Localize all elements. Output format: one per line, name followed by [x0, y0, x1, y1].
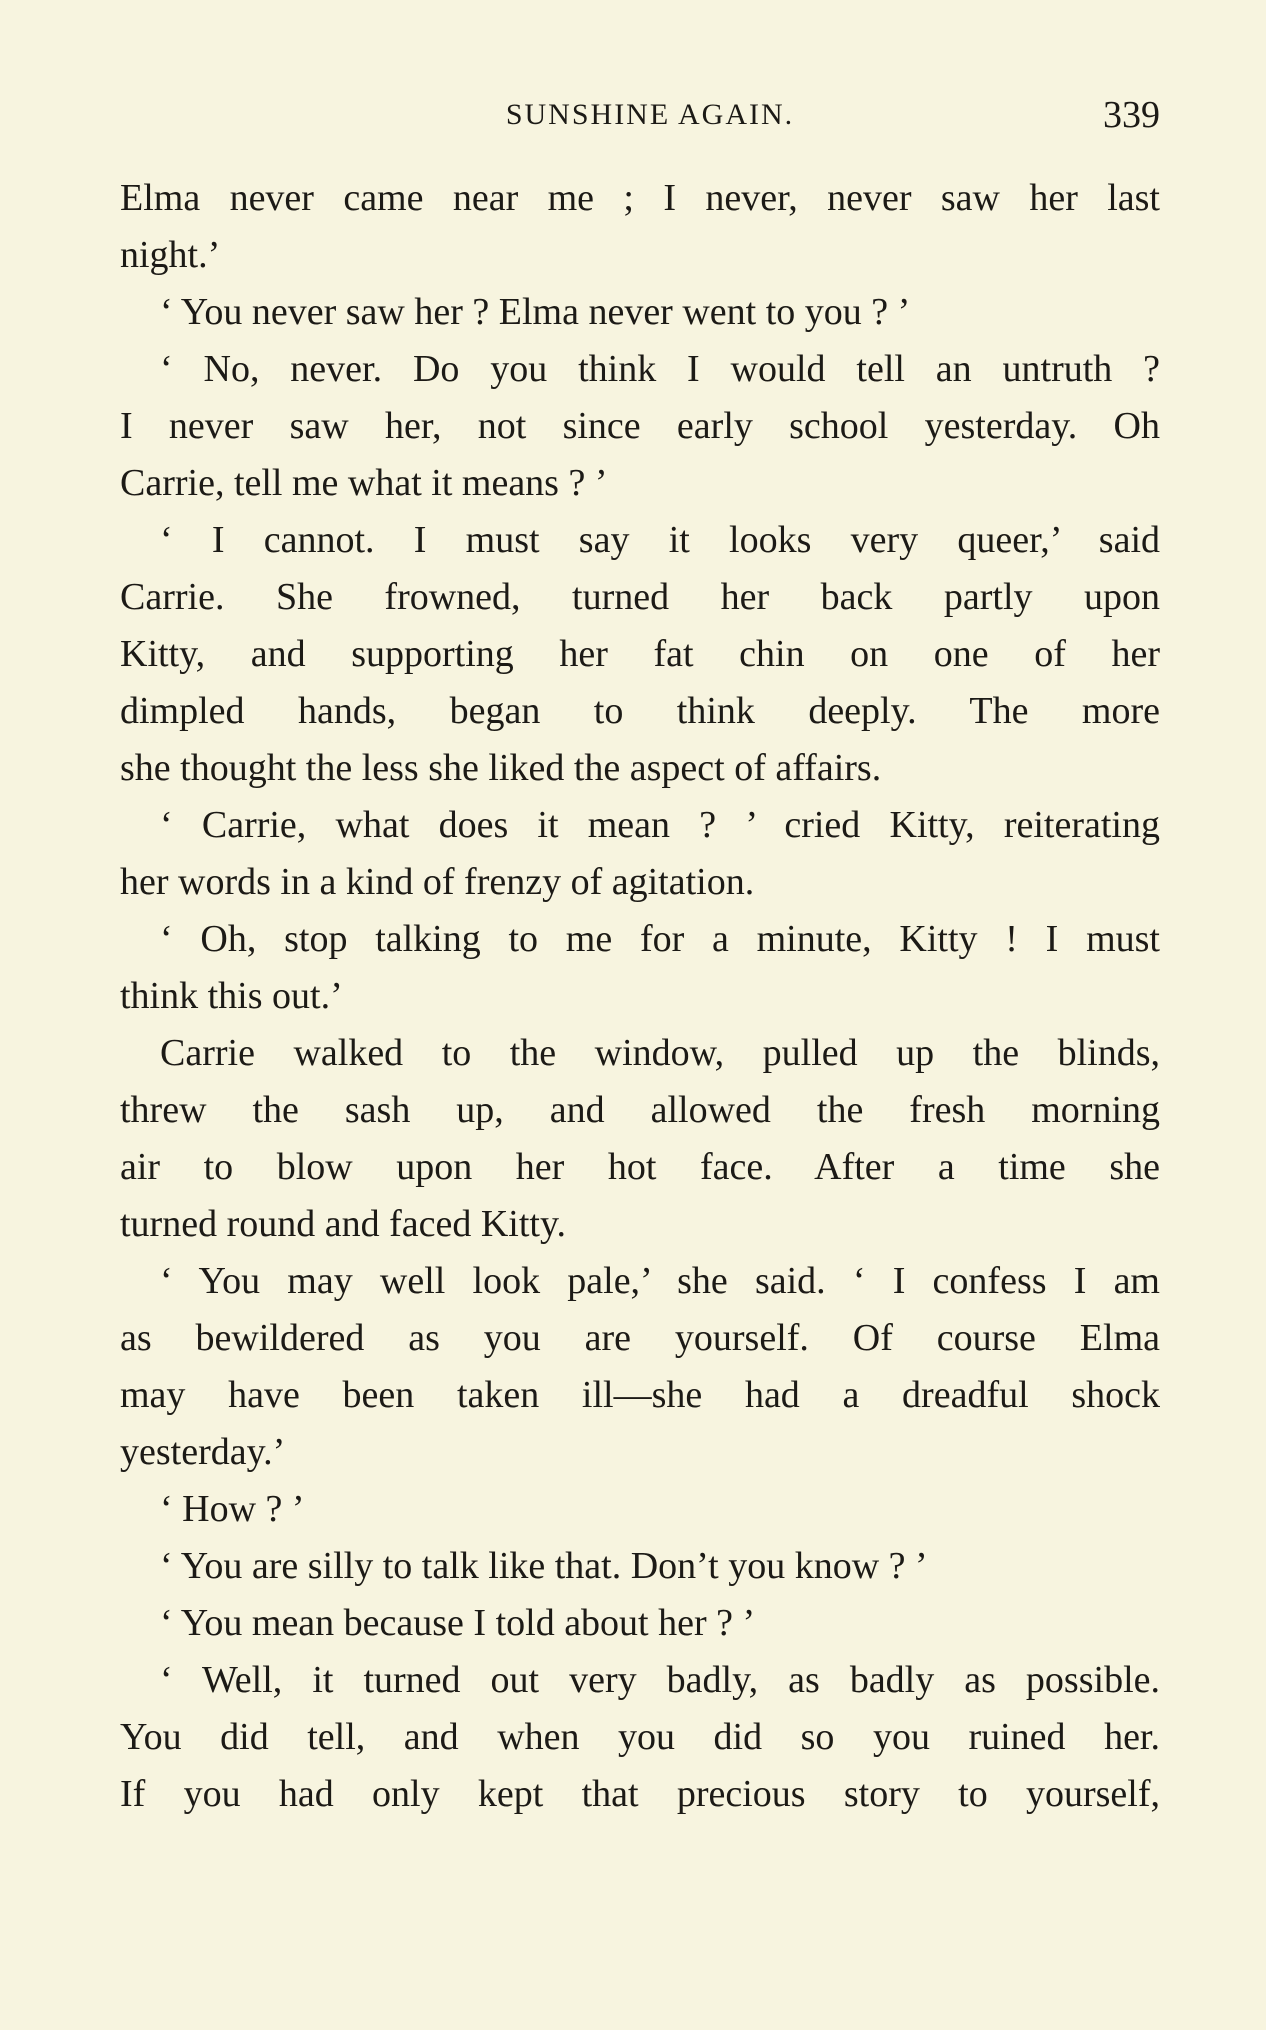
text-line: ‘ Oh, stop talking to me for a minute, Kitty ! I must: [160, 918, 1160, 960]
text-line: night.’: [120, 234, 221, 276]
text-line: threw the sash up, and allowed the fresh morning: [120, 1089, 1160, 1131]
text-line: ‘ You are silly to talk like that. Don’t you know ? ’: [160, 1545, 928, 1587]
text-line: ‘ How ? ’: [160, 1488, 305, 1530]
page-number: 339: [1103, 94, 1160, 136]
text-line: may have been taken ill—she had a dreadful shock: [120, 1374, 1160, 1416]
text-line: as bewildered as you are yourself. Of course Elma: [120, 1317, 1160, 1359]
body-text: [120, 170, 1160, 1823]
text-line: Carrie walked to the window, pulled up the blinds,: [160, 1032, 1160, 1074]
text-line: ‘ You never saw her ? Elma never went to you ? ’: [160, 291, 911, 333]
page-header: [120, 90, 1160, 140]
text-line: Kitty, and supporting her fat chin on one of her: [120, 633, 1160, 675]
text-line: ‘ You may well look pale,’ she said. ‘ I confess I am: [160, 1260, 1160, 1302]
text-line: ‘ Carrie, what does it mean ? ’ cried Kitty, reiterating: [160, 804, 1160, 846]
text-line: ‘ I cannot. I must say it looks very queer,’ said: [160, 519, 1160, 561]
text-line: If you had only kept that precious story to yourself,: [120, 1773, 1160, 1815]
text-line: think this out.’: [120, 975, 343, 1017]
text-line: Elma never came near me ; I never, never saw her last: [120, 177, 1160, 219]
text-line: air to blow upon her hot face. After a time she: [120, 1146, 1160, 1188]
text-line: ‘ Well, it turned out very badly, as badly as possible.: [160, 1659, 1160, 1701]
text-line: turned round and faced Kitty.: [120, 1203, 566, 1245]
text-line: Carrie. She frowned, turned her back partly upon: [120, 576, 1160, 618]
text-line: dimpled hands, began to think deeply. The more: [120, 690, 1160, 732]
running-head: SUNSHINE AGAIN.: [505, 98, 795, 131]
text-line: I never saw her, not since early school yesterday. Oh: [120, 405, 1160, 447]
text-line: her words in a kind of frenzy of agitation.: [120, 861, 755, 903]
text-line: You did tell, and when you did so you ruined her.: [120, 1716, 1160, 1758]
text-line: ‘ You mean because I told about her ? ’: [160, 1602, 756, 1644]
text-line: yesterday.’: [120, 1431, 286, 1473]
text-line: she thought the less she liked the aspect of affairs.: [120, 747, 882, 789]
text-line: ‘ No, never. Do you think I would tell an untruth ?: [160, 348, 1160, 390]
text-line: Carrie, tell me what it means ? ’: [120, 462, 608, 504]
